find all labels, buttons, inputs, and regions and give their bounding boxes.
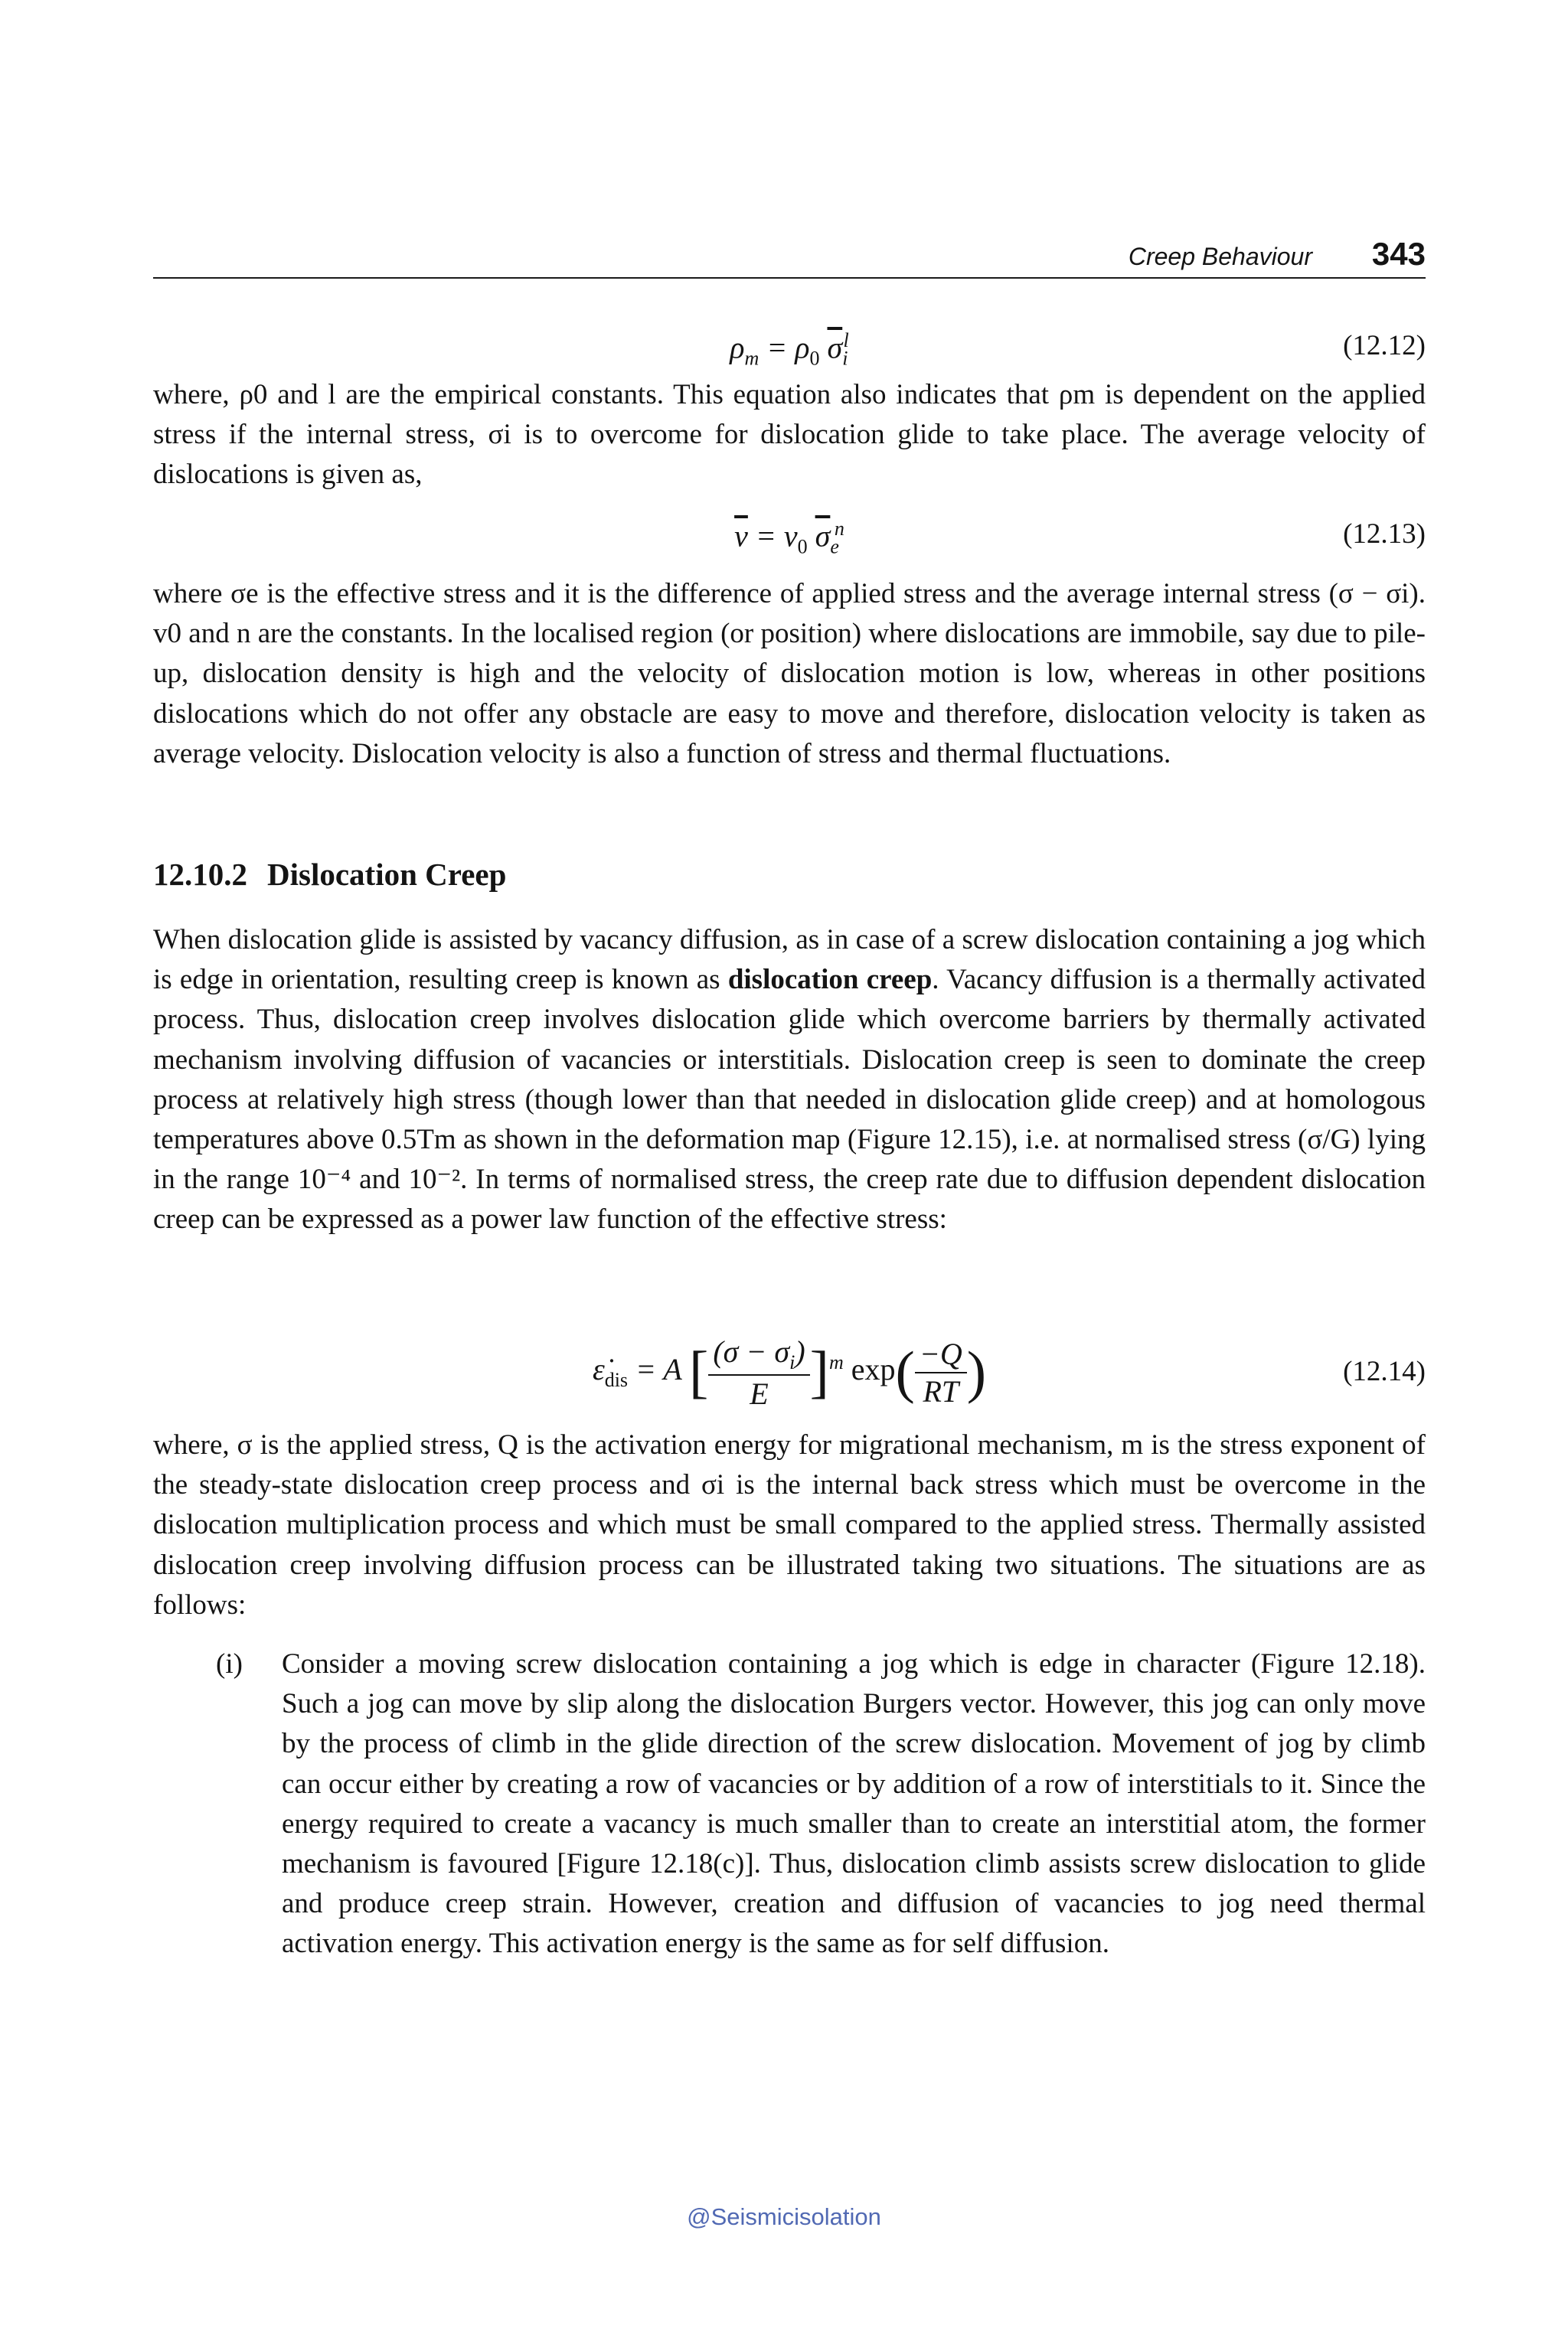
equation-12-12-formula: $\rho_m = \rho_0$ $\overline{\sigma}_i^l$: [730, 329, 849, 370]
running-header-title: Creep Behaviour: [1128, 243, 1312, 270]
section-heading: [153, 856, 1426, 893]
equation-number: (12.13): [1343, 518, 1426, 550]
equation-12-14-formula: $\varepsiloṅ_{dis} = A$ [ $\frac{(\sigma - \sigma_i)}{E}$ ]$^m$ exp( $\frac{-Q}{RT}$ ): [592, 1334, 987, 1411]
paragraph-3-end: . Vacancy diffusion is a thermally activated process. Thus, dislocation creep involves dislocation glide which overcome barriers by thermally activated mechanism involving diffusion of vacancies or interstitials. Dislocation creep is seen to dominate the creep process at relatively high stress (though lower than that needed in dislocation glide creep) and at homologous temperatures above 0.5Tm as shown in the deformation map (Figure 12.15), i.e. at normalised stress (σ/G) lying in the range 10⁻⁴ and 10⁻². In terms of normalised stress, the creep rate due to diffusion dependent dislocation creep can be expressed as a power law function of the effective stress:: [153, 964, 1426, 1236]
equation-12-13-formula: $\overline{v} = v_0$ $\overline{\sigma}_e^n$: [734, 518, 844, 558]
paragraph-1: where, ρ0 and l are the empirical constants. This equation also indicates that ρm is dependent on the applied stress if the internal stress, σi is to overcome for dislocation glide to take place. The average velocity of dislocations is given as,: [153, 379, 1426, 491]
list-item-text: Consider a moving screw dislocation containing a jog which is edge in character (Figure 12.18). Such a jog can move by slip along the dislocation Burgers vector. However, this jog can only move by the process of climb in the glide direction of the screw dislocation. Movement of jog by climb can occur either by creating a row of vacancies or by addition of a row of interstitials to it. Since the energy required to create a vacancy is much smaller than to create an interstitial atom, the former mechanism is favoured [Figure 12.18(c)]. Thus, dislocation climb assists screw dislocation to glide and produce creep strain. However, creation and diffusion of vacancies to jog need thermal activation energy. This activation energy is the same as for self diffusion.: [282, 1648, 1426, 1960]
page-number: 343: [1371, 236, 1426, 272]
watermark: @Seismicisolation: [687, 2203, 881, 2230]
section-number: 12.10.2: [153, 857, 247, 892]
equation-12-13: [153, 518, 1426, 557]
paragraph-3: [153, 920, 1426, 1240]
list-item: [216, 1644, 1426, 1964]
equation-12-14: [153, 1328, 1426, 1419]
equation-number: (12.12): [1343, 330, 1426, 361]
running-header: [153, 230, 1426, 279]
equation-number: (12.14): [1343, 1356, 1426, 1387]
paragraph-3-start: When dislocation glide is assisted by vacancy diffusion, as in case of a screw dislocation containing a jog which is edge in orientation, resulting creep is known as: [153, 924, 1426, 996]
key-term: dislocation creep: [727, 964, 933, 996]
paragraph-4: where, σ is the applied stress, Q is the activation energy for migrational mechanism, m is the stress exponent of the steady-state dislocation creep process and σi is the internal back stress which must be overcome in the dislocation multiplication process and which must be small compared to the applied stress. Thermally assisted dislocation creep involving diffusion process can be illustrated taking two situations. The situations are as follows:: [153, 1429, 1426, 1621]
paragraph-2: where σe is the effective stress and it is the difference of applied stress and the average internal stress (σ − σi). v0 and n are the constants. In the localised region (or position) where dislocations are immobile, say due to pile-up, dislocation density is high and the velocity of dislocation motion is low, whereas in other positions dislocations which do not offer any obstacle are easy to move and therefore, dislocation velocity is taken as average velocity. Dislocation velocity is also a function of stress and thermal fluctuations.: [153, 578, 1426, 769]
list-item-marker: (i): [216, 1648, 243, 1680]
equation-12-12: [153, 329, 1426, 369]
section-title: Dislocation Creep: [267, 857, 507, 892]
